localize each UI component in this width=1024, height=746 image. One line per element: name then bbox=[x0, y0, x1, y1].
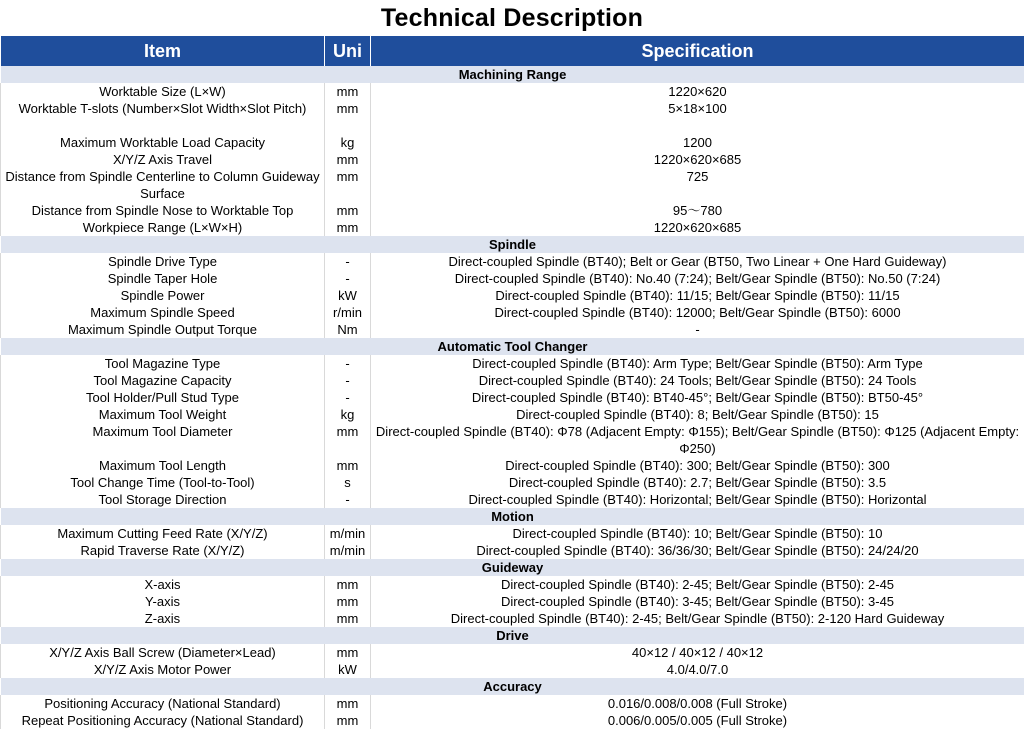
section-title: Motion bbox=[1, 508, 1024, 525]
item-cell: Z-axis bbox=[1, 610, 325, 627]
unit-cell: - bbox=[325, 355, 371, 372]
spec-cell: Direct-coupled Spindle (BT40): 3-45; Belt/Gear Spindle (BT50): 3-45 bbox=[371, 593, 1024, 610]
spec-cell: Direct-coupled Spindle (BT40); Belt or Gear (BT50, Two Linear + One Hard Guideway) bbox=[371, 253, 1024, 270]
section-machining-range bbox=[1, 66, 1024, 83]
table-row bbox=[1, 134, 1024, 151]
table-row bbox=[1, 712, 1024, 729]
section-title: Accuracy bbox=[1, 678, 1024, 695]
table-row bbox=[1, 695, 1024, 712]
spec-cell: 0.016/0.008/0.008 (Full Stroke) bbox=[371, 695, 1024, 712]
item-cell: Distance from Spindle Nose to Worktable Top bbox=[1, 202, 325, 219]
table-row bbox=[1, 100, 1024, 134]
table-row bbox=[1, 576, 1024, 593]
item-cell: Maximum Spindle Output Torque bbox=[1, 321, 325, 338]
item-cell: X/Y/Z Axis Ball Screw (Diameter×Lead) bbox=[1, 644, 325, 661]
item-cell: Tool Magazine Type bbox=[1, 355, 325, 372]
table-row bbox=[1, 610, 1024, 627]
item-cell: Spindle Power bbox=[1, 287, 325, 304]
item-cell: Worktable T-slots (Number×Slot Width×Slot Pitch) bbox=[1, 100, 325, 134]
section-motion bbox=[1, 508, 1024, 525]
unit-cell: mm bbox=[325, 610, 371, 627]
spec-cell: 1200 bbox=[371, 134, 1024, 151]
table-row bbox=[1, 168, 1024, 202]
header-spec: Specification bbox=[371, 36, 1024, 66]
spec-cell: Direct-coupled Spindle (BT40): 2.7; Belt/Gear Spindle (BT50): 3.5 bbox=[371, 474, 1024, 491]
unit-cell: kW bbox=[325, 661, 371, 678]
item-cell: Workpiece Range (L×W×H) bbox=[1, 219, 325, 236]
section-guideway bbox=[1, 559, 1024, 576]
section-spindle bbox=[1, 236, 1024, 253]
spec-cell: Direct-coupled Spindle (BT40): 12000; Belt/Gear Spindle (BT50): 6000 bbox=[371, 304, 1024, 321]
unit-cell: Nm bbox=[325, 321, 371, 338]
unit-cell: mm bbox=[325, 83, 371, 100]
item-cell: Tool Magazine Capacity bbox=[1, 372, 325, 389]
item-cell: Maximum Tool Weight bbox=[1, 406, 325, 423]
header-row bbox=[1, 36, 1024, 66]
header-unit: Uni bbox=[325, 36, 371, 66]
item-cell: Maximum Worktable Load Capacity bbox=[1, 134, 325, 151]
item-cell: Tool Holder/Pull Stud Type bbox=[1, 389, 325, 406]
spec-cell: 1220×620×685 bbox=[371, 151, 1024, 168]
unit-cell: mm bbox=[325, 100, 371, 134]
unit-cell: kW bbox=[325, 287, 371, 304]
unit-cell: - bbox=[325, 372, 371, 389]
table-row bbox=[1, 253, 1024, 270]
table-row bbox=[1, 644, 1024, 661]
section-title: Drive bbox=[1, 627, 1024, 644]
page-title: Technical Description bbox=[380, 4, 644, 32]
spec-cell: 1220×620 bbox=[371, 83, 1024, 100]
unit-cell: - bbox=[325, 491, 371, 508]
spec-cell: Direct-coupled Spindle (BT40): Arm Type; Belt/Gear Spindle (BT50): Arm Type bbox=[371, 355, 1024, 372]
item-cell: Tool Storage Direction bbox=[1, 491, 325, 508]
item-cell: Maximum Cutting Feed Rate (X/Y/Z) bbox=[1, 525, 325, 542]
unit-cell: mm bbox=[325, 219, 371, 236]
unit-cell: mm bbox=[325, 644, 371, 661]
unit-cell: m/min bbox=[325, 542, 371, 559]
unit-cell: kg bbox=[325, 134, 371, 151]
spec-cell: 4.0/4.0/7.0 bbox=[371, 661, 1024, 678]
item-cell: Y-axis bbox=[1, 593, 325, 610]
spec-cell: Direct-coupled Spindle (BT40): 2-45; Belt/Gear Spindle (BT50): 2-120 Hard Guideway bbox=[371, 610, 1024, 627]
spec-cell: 40×12 / 40×12 / 40×12 bbox=[371, 644, 1024, 661]
item-cell: X/Y/Z Axis Motor Power bbox=[1, 661, 325, 678]
table-row bbox=[1, 423, 1024, 457]
spec-cell: Direct-coupled Spindle (BT40): No.40 (7:24); Belt/Gear Spindle (BT50): No.50 (7:24) bbox=[371, 270, 1024, 287]
spec-cell: - bbox=[371, 321, 1024, 338]
unit-cell: mm bbox=[325, 593, 371, 610]
unit-cell: mm bbox=[325, 151, 371, 168]
table-row bbox=[1, 355, 1024, 372]
spec-cell: 5×18×100 bbox=[371, 100, 1024, 134]
unit-cell: mm bbox=[325, 457, 371, 474]
table-row bbox=[1, 270, 1024, 287]
spec-cell: Direct-coupled Spindle (BT40): Φ78 (Adjacent Empty: Φ155); Belt/Gear Spindle (BT50): Φ125 (Adjacent Empty: Φ250) bbox=[371, 423, 1024, 457]
item-cell: Spindle Taper Hole bbox=[1, 270, 325, 287]
table-row bbox=[1, 321, 1024, 338]
unit-cell: - bbox=[325, 389, 371, 406]
header-item: Item bbox=[1, 36, 325, 66]
spec-cell: 1220×620×685 bbox=[371, 219, 1024, 236]
table-row bbox=[1, 474, 1024, 491]
spec-cell: Direct-coupled Spindle (BT40): 10; Belt/Gear Spindle (BT50): 10 bbox=[371, 525, 1024, 542]
section-title: Automatic Tool Changer bbox=[1, 338, 1024, 355]
item-cell: Maximum Tool Length bbox=[1, 457, 325, 474]
spec-cell: Direct-coupled Spindle (BT40): 2-45; Belt/Gear Spindle (BT50): 2-45 bbox=[371, 576, 1024, 593]
item-cell: Repeat Positioning Accuracy (National Standard) bbox=[1, 712, 325, 729]
item-cell: Maximum Spindle Speed bbox=[1, 304, 325, 321]
unit-cell: m/min bbox=[325, 525, 371, 542]
table-row bbox=[1, 219, 1024, 236]
section-accuracy bbox=[1, 678, 1024, 695]
table-row bbox=[1, 372, 1024, 389]
section-title: Machining Range bbox=[1, 66, 1024, 83]
unit-cell: mm bbox=[325, 202, 371, 219]
table-row bbox=[1, 151, 1024, 168]
spec-cell: Direct-coupled Spindle (BT40): Horizontal; Belt/Gear Spindle (BT50): Horizontal bbox=[371, 491, 1024, 508]
table-row bbox=[1, 83, 1024, 100]
section-drive bbox=[1, 627, 1024, 644]
unit-cell: s bbox=[325, 474, 371, 491]
unit-cell: - bbox=[325, 270, 371, 287]
item-cell: Tool Change Time (Tool-to-Tool) bbox=[1, 474, 325, 491]
item-cell: Spindle Drive Type bbox=[1, 253, 325, 270]
unit-cell: kg bbox=[325, 406, 371, 423]
unit-cell: mm bbox=[325, 168, 371, 202]
item-cell: X/Y/Z Axis Travel bbox=[1, 151, 325, 168]
table-row bbox=[1, 593, 1024, 610]
table-row bbox=[1, 491, 1024, 508]
unit-cell: r/min bbox=[325, 304, 371, 321]
table-row bbox=[1, 202, 1024, 219]
spec-cell: Direct-coupled Spindle (BT40): 36/36/30; Belt/Gear Spindle (BT50): 24/24/20 bbox=[371, 542, 1024, 559]
spec-cell: Direct-coupled Spindle (BT40): 300; Belt/Gear Spindle (BT50): 300 bbox=[371, 457, 1024, 474]
spec-cell: Direct-coupled Spindle (BT40): 8; Belt/Gear Spindle (BT50): 15 bbox=[371, 406, 1024, 423]
section-title: Spindle bbox=[1, 236, 1024, 253]
spec-cell: Direct-coupled Spindle (BT40): 11/15; Belt/Gear Spindle (BT50): 11/15 bbox=[371, 287, 1024, 304]
table-row bbox=[1, 304, 1024, 321]
item-cell: Rapid Traverse Rate (X/Y/Z) bbox=[1, 542, 325, 559]
unit-cell: - bbox=[325, 253, 371, 270]
unit-cell: mm bbox=[325, 576, 371, 593]
table-row bbox=[1, 389, 1024, 406]
spec-cell: 0.006/0.005/0.005 (Full Stroke) bbox=[371, 712, 1024, 729]
table-row bbox=[1, 406, 1024, 423]
item-cell: Distance from Spindle Centerline to Column Guideway Surface bbox=[1, 168, 325, 202]
unit-cell: mm bbox=[325, 695, 371, 712]
item-cell: X-axis bbox=[1, 576, 325, 593]
spec-cell: Direct-coupled Spindle (BT40): 24 Tools; Belt/Gear Spindle (BT50): 24 Tools bbox=[371, 372, 1024, 389]
unit-cell: mm bbox=[325, 423, 371, 457]
spec-cell: Direct-coupled Spindle (BT40): BT40-45°; Belt/Gear Spindle (BT50): BT50-45° bbox=[371, 389, 1024, 406]
table-row bbox=[1, 542, 1024, 559]
table-row bbox=[1, 287, 1024, 304]
spec-table bbox=[0, 36, 1024, 729]
item-cell: Worktable Size (L×W) bbox=[1, 83, 325, 100]
spec-cell: 725 bbox=[371, 168, 1024, 202]
item-cell: Maximum Tool Diameter bbox=[1, 423, 325, 457]
section-title: Guideway bbox=[1, 559, 1024, 576]
unit-cell: mm bbox=[325, 712, 371, 729]
item-cell: Positioning Accuracy (National Standard) bbox=[1, 695, 325, 712]
table-row bbox=[1, 525, 1024, 542]
table-row bbox=[1, 457, 1024, 474]
section-automatic-tool-changer bbox=[1, 338, 1024, 355]
table-row bbox=[1, 661, 1024, 678]
spec-cell: 95～780 bbox=[371, 202, 1024, 219]
